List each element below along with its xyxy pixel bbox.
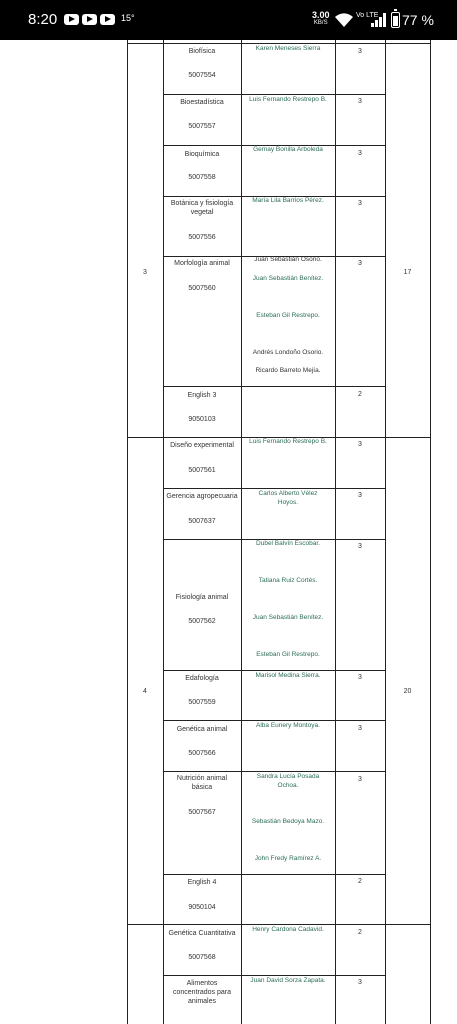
course-name: Fisiología animal bbox=[175, 594, 229, 601]
course-credits: 3 bbox=[358, 441, 362, 448]
course-code: 5007558 bbox=[188, 174, 216, 181]
course-code: 5007561 bbox=[188, 467, 216, 474]
curriculum-table bbox=[0, 40, 457, 1024]
teacher-name: Marisol Medina Sierra. bbox=[255, 672, 321, 679]
signal-icon bbox=[371, 13, 387, 27]
course-code: 5007559 bbox=[188, 699, 216, 706]
youtube-icon bbox=[82, 14, 97, 25]
teacher-name: Henry Cardona Cadavid. bbox=[252, 926, 324, 933]
network-speed bbox=[312, 11, 330, 27]
course-credits: 3 bbox=[358, 776, 362, 783]
row-divider bbox=[163, 488, 385, 489]
course-credits: 2 bbox=[358, 391, 362, 398]
row-divider bbox=[163, 670, 385, 671]
course-credits: 3 bbox=[358, 48, 362, 55]
course-credits: 3 bbox=[358, 492, 362, 499]
course-credits: 2 bbox=[358, 878, 362, 885]
course-name: English 4 bbox=[187, 879, 217, 886]
course-name: Bioquímica bbox=[184, 151, 220, 158]
volte-icon: Vo LTE bbox=[356, 12, 379, 19]
temperature: 15° bbox=[121, 13, 135, 23]
teacher-name: Sandra Lucía Posada Ochoa. bbox=[256, 773, 320, 789]
row-divider bbox=[163, 386, 385, 387]
teacher-name: Ricardo Barreto Mejía. bbox=[255, 367, 321, 374]
table-border bbox=[127, 40, 128, 1024]
course-name: Bioestadística bbox=[180, 99, 224, 106]
row-divider bbox=[163, 94, 385, 95]
table-border bbox=[163, 40, 164, 1024]
teacher-name: Tatiana Ruiz Cortés. bbox=[258, 577, 318, 584]
course-name: Gerencia agropecuaria bbox=[166, 493, 238, 500]
youtube-icon bbox=[64, 14, 79, 25]
battery-icon bbox=[391, 12, 400, 28]
table-border bbox=[127, 43, 431, 44]
course-code: 5007554 bbox=[188, 72, 216, 79]
course-code: 5007562 bbox=[188, 618, 216, 625]
teacher-name: Carlos Alberto Vélez Hoyos. bbox=[258, 490, 318, 506]
semester-number: 4 bbox=[143, 688, 147, 695]
network-speed-unit: KB/S bbox=[313, 20, 328, 26]
semester-total-credits: 20 bbox=[403, 688, 412, 695]
course-credits: 2 bbox=[358, 929, 362, 936]
teacher-name: Alba Eunery Montoya. bbox=[256, 722, 320, 729]
course-name: Edafología bbox=[185, 675, 219, 682]
row-divider bbox=[163, 874, 385, 875]
course-name: Genética Cuantitativa bbox=[168, 930, 236, 937]
youtube-icon bbox=[100, 14, 115, 25]
semester-number: 3 bbox=[143, 269, 147, 276]
course-credits: 3 bbox=[358, 150, 362, 157]
course-code: 5007557 bbox=[188, 123, 216, 130]
course-credits: 3 bbox=[358, 260, 362, 267]
course-code: 5007568 bbox=[188, 954, 216, 961]
teacher-name: Luis Fernando Restrepo B. bbox=[249, 438, 327, 445]
teacher-name: Dubel Balvín Escobar. bbox=[256, 540, 320, 547]
course-credits: 3 bbox=[358, 543, 362, 550]
course-name: Botánica y fisiología vegetal bbox=[170, 200, 234, 216]
semester-total-credits: 17 bbox=[403, 269, 412, 276]
teacher-name: Juan Sebastián Benítez. bbox=[252, 275, 324, 282]
row-divider bbox=[163, 720, 385, 721]
teacher-name: Juan Sebastián Osorio. bbox=[254, 256, 322, 263]
teacher-name: Karen Meneses Sierra bbox=[255, 45, 321, 52]
row-divider bbox=[163, 975, 385, 976]
course-name: English 3 bbox=[187, 392, 217, 399]
course-credits: 3 bbox=[358, 98, 362, 105]
course-name: Diseño experimental bbox=[170, 442, 234, 449]
course-code: 5007556 bbox=[188, 234, 216, 241]
teacher-name: Esteban Gil Restrepo. bbox=[256, 651, 320, 658]
teacher-name: John Fredy Ramírez A. bbox=[254, 855, 322, 862]
battery-percent: 77 % bbox=[402, 12, 434, 28]
course-name: Biofísica bbox=[188, 48, 216, 55]
status-bar bbox=[0, 0, 457, 40]
course-credits: 3 bbox=[358, 200, 362, 207]
table-border bbox=[430, 40, 431, 1024]
course-code: 5007637 bbox=[188, 518, 216, 525]
table-border bbox=[241, 40, 242, 1024]
semester-divider bbox=[127, 924, 431, 925]
course-name: Alimentos concentrados para animales bbox=[173, 980, 231, 1005]
teacher-name: María Lila Barrios Pérez. bbox=[252, 197, 324, 204]
course-credits: 3 bbox=[358, 725, 362, 732]
course-code: 9050104 bbox=[188, 904, 216, 911]
teacher-name: Sebastián Bedoya Mazo. bbox=[251, 818, 325, 825]
teacher-name: Luis Fernando Restrepo B. bbox=[249, 96, 327, 103]
teacher-name: Gemay Bonilla Arboleda bbox=[253, 146, 323, 153]
teacher-name: Juan Sebastián Benítez. bbox=[252, 614, 324, 621]
course-code: 5007560 bbox=[188, 285, 216, 292]
course-name: Nutrición animal básica bbox=[176, 775, 228, 791]
table-border bbox=[335, 40, 336, 1024]
teacher-name: Esteban Gil Restrepo. bbox=[256, 312, 320, 319]
course-code: 5007566 bbox=[188, 750, 216, 757]
teacher-name: Andrés Londoño Osorio. bbox=[252, 349, 324, 356]
course-name: Genética animal bbox=[176, 726, 228, 733]
clock: 8:20 bbox=[28, 11, 58, 28]
teacher-name: Juan David Sorza Zapata. bbox=[250, 977, 326, 984]
course-credits: 3 bbox=[358, 979, 362, 986]
wifi-icon bbox=[334, 12, 354, 28]
course-code: 5007567 bbox=[188, 809, 216, 816]
network-speed-value: 3.00 bbox=[312, 10, 330, 20]
course-credits: 3 bbox=[358, 674, 362, 681]
course-name: Morfología animal bbox=[174, 260, 230, 267]
table-border bbox=[385, 40, 386, 1024]
row-divider bbox=[163, 771, 385, 772]
course-code: 9050103 bbox=[188, 416, 216, 423]
